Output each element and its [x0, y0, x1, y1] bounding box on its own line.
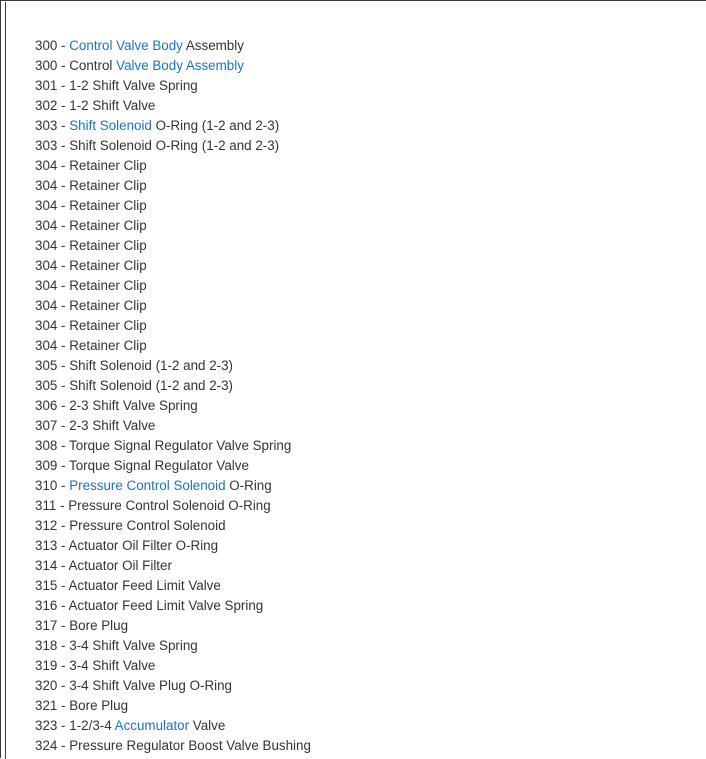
part-text: 312 - Pressure Control Solenoid: [35, 518, 226, 533]
part-text: 313 - Actuator Oil Filter O-Ring: [35, 538, 219, 553]
parts-list-item: [35, 56, 311, 76]
part-text: 318 - 3-4 Shift Valve Spring: [35, 638, 198, 653]
parts-list-item: [35, 316, 311, 336]
part-text: 306 - 2-3 Shift Valve Spring: [35, 398, 198, 413]
parts-list-item: [35, 476, 311, 496]
part-term-link[interactable]: Shift Solenoid: [69, 118, 152, 133]
parts-list-item: [35, 396, 311, 416]
parts-list-item: [35, 636, 311, 656]
parts-list-item: [35, 456, 311, 476]
parts-list-item: [35, 496, 311, 516]
parts-list-item: [35, 76, 311, 96]
part-term-link[interactable]: Control Valve Body: [69, 38, 183, 53]
part-text: O-Ring: [225, 478, 272, 493]
part-text: O-Ring (1-2 and 2-3): [151, 118, 280, 133]
part-text: 311 - Pressure Control Solenoid O-Ring: [35, 498, 271, 513]
part-text: 304 - Retainer Clip: [35, 278, 147, 293]
parts-list-item: [35, 196, 311, 216]
part-text: 317 - Bore Plug: [35, 618, 129, 633]
part-text: 308 - Torque Signal Regulator Valve Spring: [35, 438, 292, 453]
part-text: 314 - Actuator Oil Filter: [35, 558, 172, 573]
parts-list-item: [35, 436, 311, 456]
parts-list-item: [35, 96, 311, 116]
part-text: 316 - Actuator Feed Limit Valve Spring: [35, 598, 264, 613]
parts-list-item: [35, 116, 311, 136]
part-text: 304 - Retainer Clip: [35, 298, 147, 313]
part-text: 320 - 3-4 Shift Valve Plug O-Ring: [35, 678, 232, 693]
part-text: 323 - 1-2/3-4: [35, 718, 115, 733]
parts-list-item: [35, 536, 311, 556]
parts-list-item: [35, 136, 311, 156]
parts-list-item: [35, 256, 311, 276]
parts-list-item: [35, 296, 311, 316]
part-text: 301 - 1-2 Shift Valve Spring: [35, 78, 198, 93]
part-text: 305 - Shift Solenoid (1-2 and 2-3): [35, 378, 234, 393]
part-text: 304 - Retainer Clip: [35, 178, 147, 193]
parts-list-item: [35, 276, 311, 296]
parts-list-item: [35, 696, 311, 716]
part-text: 304 - Retainer Clip: [35, 238, 147, 253]
part-text: Assembly: [182, 38, 244, 53]
parts-list-item: [35, 156, 311, 176]
part-text: 302 - 1-2 Shift Valve: [35, 98, 156, 113]
part-term-link[interactable]: Valve Body Assembly: [116, 58, 244, 73]
parts-list: [35, 36, 311, 756]
part-text: Valve: [189, 718, 226, 733]
left-border-rule: [5, 2, 6, 759]
parts-list-item: [35, 616, 311, 636]
parts-list-item: [35, 516, 311, 536]
parts-list-item: [35, 576, 311, 596]
parts-list-item: [35, 236, 311, 256]
part-text: 307 - 2-3 Shift Valve: [35, 418, 156, 433]
part-term-link[interactable]: Pressure Control Solenoid: [69, 478, 226, 493]
parts-list-item: [35, 216, 311, 236]
parts-list-item: [35, 36, 311, 56]
parts-list-item: [35, 176, 311, 196]
parts-list-item: [35, 376, 311, 396]
part-text: 324 - Pressure Regulator Boost Valve Bushing: [35, 738, 311, 753]
parts-list-item: [35, 676, 311, 696]
parts-list-item: [35, 736, 311, 756]
part-text: 304 - Retainer Clip: [35, 158, 147, 173]
part-text: 304 - Retainer Clip: [35, 258, 147, 273]
part-text: 304 - Retainer Clip: [35, 318, 147, 333]
part-text: 309 - Torque Signal Regulator Valve: [35, 458, 249, 473]
part-text: 300 - Control: [35, 58, 117, 73]
part-text: 310 -: [35, 478, 70, 493]
parts-list-item: [35, 416, 311, 436]
parts-list-item: [35, 656, 311, 676]
parts-list-item: [35, 596, 311, 616]
parts-list-item: [35, 716, 311, 736]
part-text: 321 - Bore Plug: [35, 698, 129, 713]
part-text: 304 - Retainer Clip: [35, 218, 147, 233]
part-text: 305 - Shift Solenoid (1-2 and 2-3): [35, 358, 234, 373]
part-text: 315 - Actuator Feed Limit Valve: [35, 578, 221, 593]
part-text: 319 - 3-4 Shift Valve: [35, 658, 156, 673]
part-text: 303 -: [35, 118, 70, 133]
parts-list-item: [35, 556, 311, 576]
part-text: 303 - Shift Solenoid O-Ring (1-2 and 2-3): [35, 138, 280, 153]
part-text: 300 -: [35, 38, 70, 53]
parts-list-item: [35, 356, 311, 376]
part-text: 304 - Retainer Clip: [35, 338, 147, 353]
part-text: 304 - Retainer Clip: [35, 198, 147, 213]
parts-list-item: [35, 336, 311, 356]
part-term-link[interactable]: Accumulator: [114, 718, 190, 733]
